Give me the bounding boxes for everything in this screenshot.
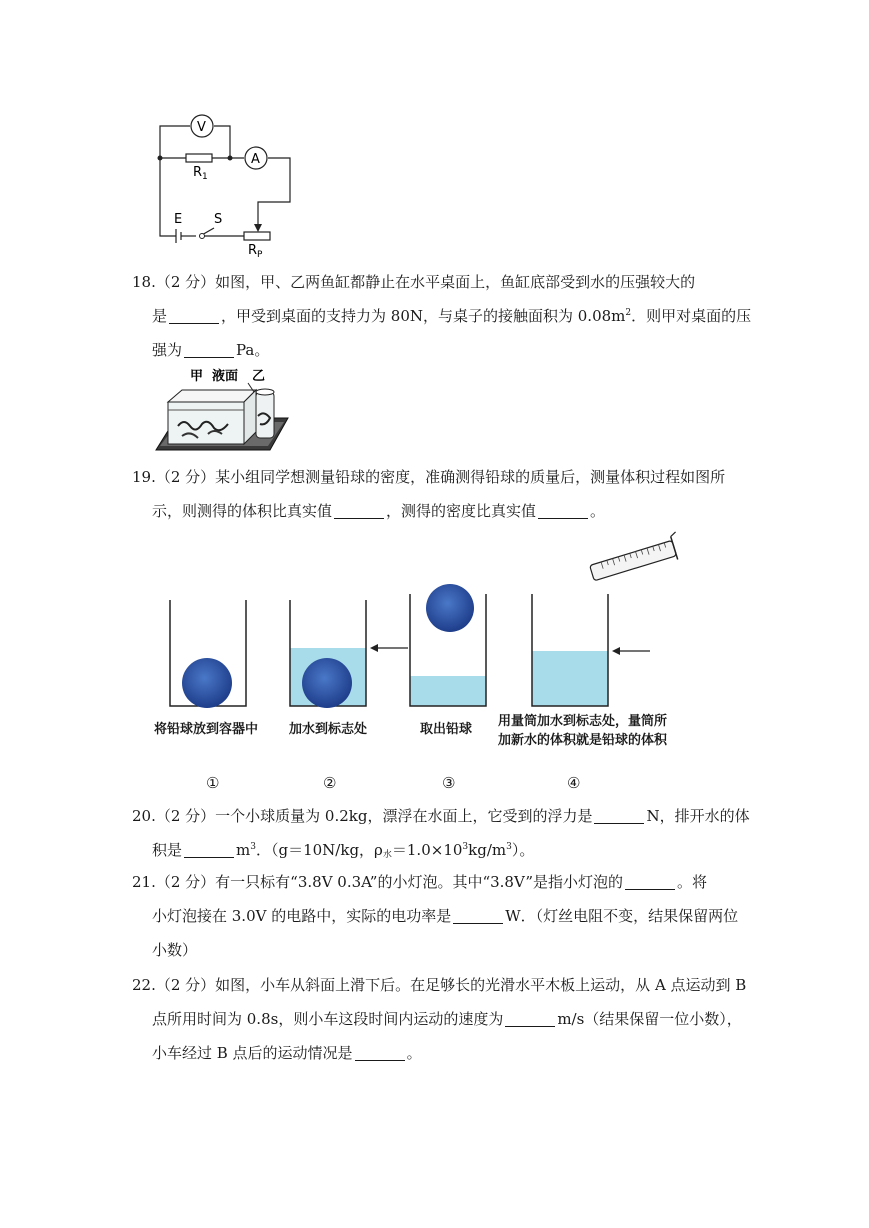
q22-line-3: 小车经过 B 点后的运动情况是 。 <box>152 1044 422 1062</box>
answer-blank[interactable] <box>334 502 384 519</box>
answer-blank[interactable] <box>538 502 588 519</box>
question-18 <box>132 265 752 367</box>
container-2 <box>290 600 408 708</box>
question-19 <box>132 460 742 528</box>
answer-blank[interactable] <box>169 307 219 324</box>
q20-line-1: 20.（2 分）一个小球质量为 0.2kg，漂浮在水面上，它受到的浮力是 N，排开水的体 <box>132 807 750 825</box>
answer-blank[interactable] <box>184 341 234 358</box>
fig-label-yi: 乙 <box>252 369 266 384</box>
lead-ball <box>302 658 352 708</box>
lead-ball <box>426 584 474 632</box>
step-4-number: ④ <box>567 774 581 792</box>
answer-blank[interactable] <box>625 873 675 890</box>
q19-line-1: 19.（2 分）某小组同学想测量铅球的密度，准确测得铅球的质量后，测量体积过程如图所 <box>132 468 726 486</box>
fish-tank-figure <box>152 366 292 458</box>
circuit-diagram <box>140 112 310 260</box>
q20-line-2: 积是 $m^3$．（g＝10N/kg，$\rho_水=1.0\times 10^3kg/m^3$）。 <box>152 841 535 860</box>
q21-line-3: 小数） <box>152 941 198 959</box>
question-20 <box>132 799 750 867</box>
q22-line-1: 22.（2 分）如图，小车从斜面上滑下后。在足够长的光滑水平木板上运动，从 A 点运动到 B <box>132 976 747 994</box>
battery-label: E <box>174 212 183 227</box>
step-2-caption: 加水到标志处 <box>289 722 368 737</box>
answer-blank[interactable] <box>453 907 503 924</box>
step-1-caption: 将铅球放到容器中 <box>154 722 259 737</box>
fig-label-jia: 甲 <box>190 369 204 384</box>
q21-line-2: 小灯泡接在 3.0V 的电路中，实际的电功率是 W．（灯丝电阻不变，结果保留两位 <box>152 907 739 925</box>
q19-line-2: 示，则测得的体积比真实值 ，测得的密度比真实值 。 <box>152 502 606 520</box>
step-1-number: ① <box>206 774 220 792</box>
q18-line-1: 18.（2 分）如图，甲、乙两鱼缸都静止在水平桌面上，鱼缸底部受到水的压强较大的 <box>132 273 696 291</box>
answer-blank[interactable] <box>355 1044 405 1061</box>
lead-ball-procedure-figure <box>150 530 690 730</box>
step-2-number: ② <box>323 774 337 792</box>
resistor-label: $R_1$ <box>193 165 208 182</box>
q18-line-3: 强为 Pa。 <box>152 341 270 359</box>
rheostat-label: $R_P$ <box>248 243 263 260</box>
q21-line-1: 21.（2 分）有一只标有“3.8V 0.3A”的小灯泡。其中“3.8V”是指小灯泡的 。将 <box>132 873 708 891</box>
q22-line-2: 点所用时间为 0.8s，则小车这段时间内运动的速度为 m/s（结果保留一位小数）， <box>152 1010 742 1028</box>
answer-blank[interactable] <box>594 807 644 824</box>
q18-line-2: 是 ，甲受到桌面的支持力为 80N，与桌子的接触面积为 $0.08m^2$．则甲对桌面的压 <box>152 307 752 325</box>
question-22 <box>132 968 747 1070</box>
lead-ball <box>182 658 232 708</box>
container-1 <box>170 600 246 708</box>
question-21 <box>132 865 742 967</box>
step-3-caption: 取出铅球 <box>420 722 473 737</box>
fig-label-liquid: 液面 <box>212 369 239 384</box>
voltmeter-label: V <box>197 120 206 135</box>
answer-blank[interactable] <box>184 841 234 858</box>
measuring-cylinder-icon <box>588 532 684 585</box>
answer-blank[interactable] <box>505 1010 555 1027</box>
container-3 <box>410 584 486 706</box>
container-4 <box>532 594 650 706</box>
step-4-caption: 用量筒加水到标志处，量筒所加新水的体积就是铅球的体积 <box>498 714 668 748</box>
switch-label: S <box>214 212 223 227</box>
ammeter-label: A <box>251 152 260 167</box>
step-3-number: ③ <box>442 774 456 792</box>
